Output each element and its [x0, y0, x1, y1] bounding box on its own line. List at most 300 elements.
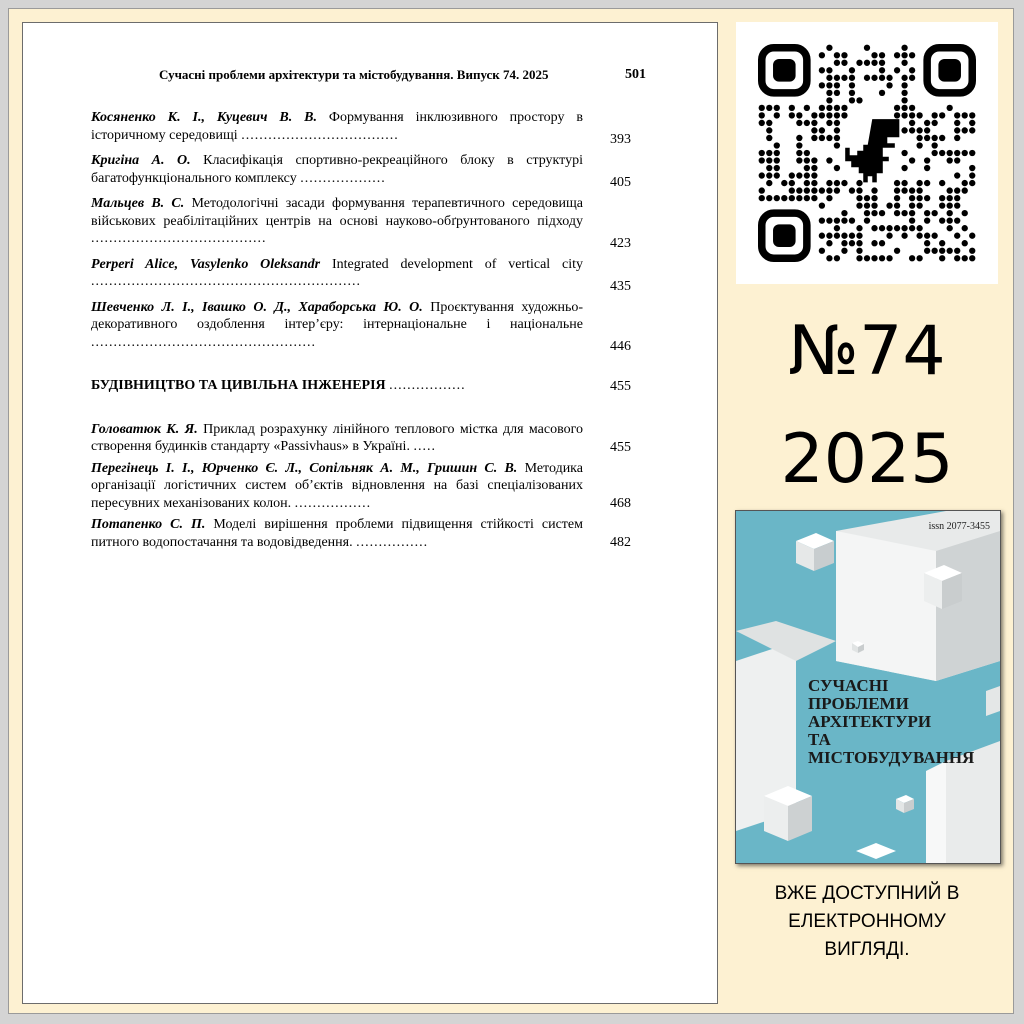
qr-dot: [886, 82, 892, 88]
qr-dot: [909, 52, 915, 58]
qr-dot: [901, 52, 907, 58]
qr-dot: [834, 75, 840, 81]
qr-dot: [826, 187, 832, 193]
dinosaur-icon: [845, 119, 899, 182]
qr-dot: [796, 135, 802, 141]
qr-dot: [834, 225, 840, 231]
qr-dot: [947, 157, 953, 163]
table-of-contents: [91, 109, 629, 551]
qr-dot: [924, 165, 930, 171]
qr-dot: [924, 233, 930, 239]
qr-dot: [901, 45, 907, 51]
section-page: 455: [610, 378, 631, 394]
qr-code-icon[interactable]: [758, 44, 976, 262]
toc-title: Моделі вирішення проблеми підвищення стійкості систем питного водопостачання та водовідведення: [91, 517, 583, 550]
qr-dot: [819, 112, 825, 118]
qr-dot: [909, 217, 915, 223]
qr-dot: [796, 187, 802, 193]
qr-dot: [969, 233, 975, 239]
qr-dot: [789, 195, 795, 201]
qr-dot: [871, 202, 877, 208]
toc-page: 405: [610, 175, 631, 190]
qr-dot: [856, 225, 862, 231]
qr-dot: [871, 52, 877, 58]
qr-dot: [901, 112, 907, 118]
qr-dot: [939, 248, 945, 254]
qr-dot: [901, 210, 907, 216]
qr-dot: [894, 195, 900, 201]
qr-dot: [766, 172, 772, 178]
qr-dot: [804, 187, 810, 193]
qr-dot: [774, 142, 780, 148]
qr-code-panel[interactable]: [736, 22, 998, 284]
qr-dot: [834, 112, 840, 118]
qr-dot: [804, 165, 810, 171]
qr-dot: [864, 202, 870, 208]
qr-dot: [804, 195, 810, 201]
qr-dot: [901, 127, 907, 133]
qr-finder-icon: [927, 48, 972, 93]
qr-dot: [969, 255, 975, 261]
page-number: 501: [625, 67, 646, 82]
qr-dot: [849, 97, 855, 103]
qr-dot: [804, 105, 810, 111]
qr-dot: [871, 225, 877, 231]
qr-dot: [939, 180, 945, 186]
qr-dot: [909, 202, 915, 208]
qr-dot: [826, 67, 832, 73]
qr-dot: [759, 120, 765, 126]
qr-dot: [841, 180, 847, 186]
qr-dot: [864, 75, 870, 81]
qr-dot: [931, 120, 937, 126]
document-page: [22, 22, 718, 1004]
qr-dot: [849, 187, 855, 193]
qr-dot: [774, 105, 780, 111]
qr-dot: [826, 97, 832, 103]
qr-dot: [864, 195, 870, 201]
qr-dot: [931, 135, 937, 141]
toc-section: БУДІВНИЦТВО ТА ЦИВІЛЬНА ІНЖЕНЕРІЯ ................. 455: [91, 378, 631, 394]
qr-dot: [939, 195, 945, 201]
qr-dot: [947, 187, 953, 193]
qr-dot: [954, 157, 960, 163]
qr-dot: [826, 233, 832, 239]
qr-dot: [826, 105, 832, 111]
qr-dot: [819, 127, 825, 133]
qr-dot: [954, 202, 960, 208]
qr-dot: [819, 187, 825, 193]
qr-dot: [879, 255, 885, 261]
qr-dot: [954, 195, 960, 201]
qr-dot: [954, 150, 960, 156]
qr-dot: [939, 217, 945, 223]
qr-dot: [947, 105, 953, 111]
qr-dot: [901, 90, 907, 96]
qr-dot: [871, 60, 877, 66]
qr-dot: [962, 180, 968, 186]
qr-dot: [871, 187, 877, 193]
qr-dot: [894, 52, 900, 58]
qr-dot: [909, 195, 915, 201]
cover-title: [808, 677, 988, 767]
qr-dot: [856, 195, 862, 201]
qr-dot: [886, 225, 892, 231]
qr-dot: [947, 202, 953, 208]
qr-dot: [804, 150, 810, 156]
qr-dot: [856, 180, 862, 186]
qr-dot: [894, 67, 900, 73]
qr-dot: [969, 172, 975, 178]
qr-dot: [826, 157, 832, 163]
qr-dot: [804, 180, 810, 186]
qr-dot: [909, 225, 915, 231]
qr-dot: [879, 90, 885, 96]
qr-dot: [826, 240, 832, 246]
qr-dot: [924, 127, 930, 133]
cover-title-line: СУЧАСНІ ПРОБЛЕМИ: [808, 676, 909, 713]
qr-dot: [894, 105, 900, 111]
qr-dot: [924, 135, 930, 141]
qr-dot: [811, 165, 817, 171]
qr-dot: [774, 112, 780, 118]
qr-dot: [766, 195, 772, 201]
qr-dot: [766, 157, 772, 163]
qr-dot: [909, 67, 915, 73]
qr-dot: [759, 172, 765, 178]
qr-dot: [834, 255, 840, 261]
qr-dot: [834, 127, 840, 133]
qr-dot: [939, 255, 945, 261]
qr-dot: [916, 255, 922, 261]
qr-dot: [954, 248, 960, 254]
qr-dot: [834, 180, 840, 186]
qr-dot: [939, 240, 945, 246]
qr-dot: [924, 248, 930, 254]
qr-dot: [766, 105, 772, 111]
qr-dot: [947, 217, 953, 223]
qr-dot: [909, 112, 915, 118]
qr-dot: [819, 233, 825, 239]
toc-page: 393: [610, 132, 631, 147]
qr-dot: [909, 157, 915, 163]
qr-dot: [849, 75, 855, 81]
qr-dot: [924, 210, 930, 216]
qr-dot: [901, 187, 907, 193]
toc-authors: Кригіна А. О.: [91, 153, 191, 168]
toc-title: Проєктування художньо-декоративного оздоблення інтер’єру: інтернаціональне і національне: [91, 299, 583, 332]
toc-title: Формування інклюзивного простору в історичному середовищі: [91, 110, 583, 143]
qr-dot: [796, 112, 802, 118]
qr-dot: [841, 112, 847, 118]
toc-entry: Perperi Alice, Vasylenko Oleksandr Integrated development of vertical city ............................................................ 435: [91, 256, 631, 294]
toc-title: Приклад розрахунку лінійного теплового містка для масового створення будинків стандарту «Passivhaus» в Україні: [91, 421, 584, 454]
qr-dot: [819, 67, 825, 73]
qr-dot: [774, 157, 780, 163]
qr-dot: [894, 248, 900, 254]
qr-dot: [969, 248, 975, 254]
qr-dot: [849, 82, 855, 88]
qr-dot: [969, 150, 975, 156]
qr-dot: [901, 82, 907, 88]
toc-title: Методологічні засади формування терапевтичного середовища військових реабілітаційних центрів на основі науково-обґрунтованого підходу: [91, 196, 584, 229]
qr-dot: [909, 120, 915, 126]
qr-dot: [811, 180, 817, 186]
toc-page: 468: [610, 496, 631, 511]
qr-dot: [826, 135, 832, 141]
qr-dot: [924, 120, 930, 126]
cover-title-line: ТА МІСТОБУДУВАННЯ: [808, 730, 975, 767]
qr-dot: [856, 60, 862, 66]
qr-dot: [819, 82, 825, 88]
toc-title: Класифікація спортивно-рекреаційного блоку в структурі багатофункціонального комплексу: [91, 153, 583, 186]
qr-dot: [759, 112, 765, 118]
qr-dot: [894, 225, 900, 231]
qr-dot: [849, 67, 855, 73]
qr-dot: [871, 255, 877, 261]
qr-dot: [826, 217, 832, 223]
qr-dot: [796, 195, 802, 201]
qr-dot: [834, 90, 840, 96]
qr-dot: [962, 225, 968, 231]
qr-dot: [871, 75, 877, 81]
qr-dot: [841, 60, 847, 66]
qr-dot: [759, 150, 765, 156]
toc-entry: Перегінець І. І., Юрченко Є. Л., Сопільняк А. М., Гришин С. В. Методика організації логістичних систем об’єктів відновлення на базі спеціалізованих пересувних механізованих колон. ................. 468: [91, 460, 631, 511]
qr-dot: [894, 202, 900, 208]
qr-dot: [894, 112, 900, 118]
qr-dot: [909, 210, 915, 216]
qr-dot: [931, 233, 937, 239]
qr-dot: [879, 240, 885, 246]
qr-dot: [939, 112, 945, 118]
qr-dot: [916, 180, 922, 186]
qr-dot: [931, 112, 937, 118]
qr-dot: [954, 120, 960, 126]
qr-dot: [819, 248, 825, 254]
qr-dot: [796, 142, 802, 148]
qr-dot: [834, 52, 840, 58]
qr-dot: [901, 105, 907, 111]
qr-dot: [962, 127, 968, 133]
qr-dot: [834, 233, 840, 239]
qr-dot: [939, 150, 945, 156]
qr-dot: [781, 180, 787, 186]
qr-dot: [931, 150, 937, 156]
qr-dot: [871, 210, 877, 216]
qr-dot: [841, 52, 847, 58]
qr-dot: [939, 202, 945, 208]
qr-dot: [834, 60, 840, 66]
toc-entry: Головатюк К. Я. Приклад розрахунку лінійного теплового містка для масового створення будинків стандарту «Passivhaus» в Україні. ..... 455: [91, 421, 631, 455]
qr-dot: [864, 217, 870, 223]
toc-title: Integrated development of vertical city: [331, 256, 584, 272]
qr-dot: [774, 165, 780, 171]
qr-dot: [916, 127, 922, 133]
qr-dot: [879, 67, 885, 73]
qr-dot: [811, 120, 817, 126]
qr-dot: [834, 165, 840, 171]
qr-dot: [856, 202, 862, 208]
qr-dot: [834, 105, 840, 111]
qr-dot: [811, 127, 817, 133]
qr-dot: [962, 255, 968, 261]
qr-dot: [819, 217, 825, 223]
qr-dot: [834, 217, 840, 223]
toc-authors: Perperi Alice, Vasylenko Oleksandr: [91, 256, 321, 272]
qr-dot: [909, 187, 915, 193]
qr-dot: [826, 195, 832, 201]
qr-dot: [894, 210, 900, 216]
qr-dot: [962, 150, 968, 156]
qr-dot: [969, 180, 975, 186]
qr-dot: [901, 75, 907, 81]
toc-entry: Кригіна А. О. Класифікація спортивно-рекреаційного блоку в структурі багатофункціонального комплексу ................... 405: [91, 153, 631, 190]
cover-issn: issn 2077-3455: [928, 521, 990, 532]
qr-dot: [856, 240, 862, 246]
qr-dot: [841, 210, 847, 216]
qr-dot: [901, 180, 907, 186]
journal-cover[interactable]: [735, 510, 1001, 864]
qr-dot: [947, 195, 953, 201]
qr-dot: [969, 120, 975, 126]
qr-dot: [924, 217, 930, 223]
running-header: Сучасні проблеми архітектури та містобудування. Випуск 74. 2025: [159, 67, 549, 82]
toc-page: 423: [610, 235, 631, 251]
section-title: БУДІВНИЦТВО ТА ЦИВІЛЬНА ІНЖЕНЕРІЯ: [91, 378, 386, 393]
announcement-line: ЕЛЕКТРОННОМУ: [788, 911, 946, 932]
qr-dot: [789, 172, 795, 178]
qr-dot: [886, 75, 892, 81]
qr-dot: [789, 187, 795, 193]
announcement-line: ВИГЛЯДІ.: [824, 939, 910, 960]
qr-dot: [931, 210, 937, 216]
toc-authors: Перегінець І. І., Юрченко Є. Л., Сопільняк А. М., Гришин С. В.: [91, 460, 518, 476]
qr-dot: [879, 75, 885, 81]
qr-dot: [856, 187, 862, 193]
qr-dot: [969, 165, 975, 171]
qr-dot: [759, 105, 765, 111]
qr-dot: [796, 120, 802, 126]
qr-dot: [954, 217, 960, 223]
qr-finder-icon: [762, 213, 807, 258]
qr-dot: [774, 150, 780, 156]
qr-dot: [954, 172, 960, 178]
qr-dot: [916, 233, 922, 239]
qr-dot: [879, 210, 885, 216]
qr-dot: [766, 150, 772, 156]
qr-finder-icon: [762, 48, 807, 93]
qr-dot: [856, 233, 862, 239]
qr-dot: [947, 150, 953, 156]
qr-dot: [901, 150, 907, 156]
qr-dot: [766, 120, 772, 126]
toc-page: 482: [610, 535, 631, 550]
toc-entry: Мальцев В. С. Методологічні засади формування терапевтичного середовища військових реабілітаційних центрів на основі науково-обґрунтованого підходу ....................................... 423: [91, 196, 631, 251]
qr-dot: [841, 233, 847, 239]
qr-dot: [849, 240, 855, 246]
qr-dot: [766, 135, 772, 141]
qr-dot: [819, 135, 825, 141]
toc-page: 455: [610, 439, 631, 455]
qr-dot: [864, 210, 870, 216]
qr-dot: [939, 135, 945, 141]
qr-dot: [826, 45, 832, 51]
qr-dot: [916, 187, 922, 193]
qr-dot: [871, 240, 877, 246]
qr-dot: [954, 233, 960, 239]
qr-dot: [924, 195, 930, 201]
qr-dot: [886, 233, 892, 239]
toc-entry: Потапенко С. П. Моделі вирішення проблеми підвищення стійкості систем питного водопостачання та водовідведення. ................ 482: [91, 517, 631, 550]
qr-dot: [856, 97, 862, 103]
qr-dot: [879, 225, 885, 231]
qr-dot: [969, 127, 975, 133]
qr-dot: [811, 112, 817, 118]
qr-dot: [962, 112, 968, 118]
qr-dot: [909, 127, 915, 133]
qr-dot: [841, 75, 847, 81]
qr-dot: [804, 120, 810, 126]
qr-dot: [841, 105, 847, 111]
qr-dot: [759, 157, 765, 163]
qr-dot: [909, 75, 915, 81]
qr-dot: [962, 240, 968, 246]
qr-dot: [759, 195, 765, 201]
qr-dot: [774, 195, 780, 201]
issue-year: 2025: [780, 420, 954, 499]
toc-entry: Косяненко К. І., Куцевич В. В. Формування інклюзивного простору в історичному середовищі ................................... 393: [91, 110, 631, 147]
qr-dot: [819, 202, 825, 208]
qr-dot: [924, 240, 930, 246]
qr-dot: [947, 248, 953, 254]
qr-dot: [804, 172, 810, 178]
qr-dot: [789, 180, 795, 186]
qr-dot: [864, 255, 870, 261]
qr-dot: [909, 255, 915, 261]
qr-dot: [969, 112, 975, 118]
qr-dot: [796, 150, 802, 156]
qr-dot: [924, 180, 930, 186]
qr-dot: [931, 248, 937, 254]
qr-dot: [819, 105, 825, 111]
toc-page: 446: [610, 339, 631, 354]
qr-dot: [916, 202, 922, 208]
qr-dot: [826, 90, 832, 96]
toc-authors: Потапенко С. П.: [91, 517, 206, 532]
qr-dot: [841, 240, 847, 246]
toc-page: 435: [610, 278, 631, 294]
qr-dot: [811, 172, 817, 178]
qr-dot: [811, 157, 817, 163]
qr-dot: [931, 142, 937, 148]
qr-dot: [834, 82, 840, 88]
qr-dot: [796, 157, 802, 163]
qr-dot: [864, 60, 870, 66]
qr-dot: [811, 195, 817, 201]
qr-dot: [954, 127, 960, 133]
qr-dot: [916, 112, 922, 118]
qr-dot: [962, 210, 968, 216]
qr-dot: [894, 180, 900, 186]
qr-dot: [916, 225, 922, 231]
qr-dot: [962, 187, 968, 193]
qr-dot: [826, 255, 832, 261]
qr-dot: [947, 225, 953, 231]
qr-dot: [954, 187, 960, 193]
qr-dot: [826, 75, 832, 81]
qr-dot: [894, 187, 900, 193]
